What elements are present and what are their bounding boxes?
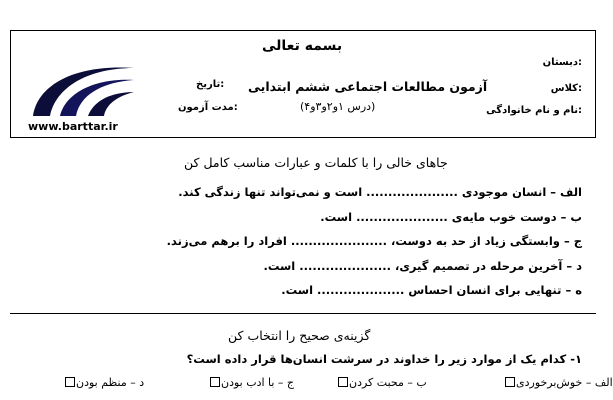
fill-item-he: ه – تنهایی برای انسان احساس .................... است. bbox=[281, 283, 582, 297]
option-be-label: ب – محبت کردن bbox=[349, 376, 427, 389]
section-divider bbox=[10, 313, 596, 314]
option-be[interactable] bbox=[337, 376, 427, 389]
barttar-logo bbox=[28, 58, 138, 120]
name-label: نام و نام خانوادگی: bbox=[486, 105, 582, 116]
section1-instruction: جاهای خالی را با کلمات و عبارات مناسب کامل کن bbox=[184, 155, 448, 170]
option-jim-checkbox[interactable] bbox=[210, 377, 220, 387]
option-dal-checkbox[interactable] bbox=[65, 377, 75, 387]
fill-item-jim: ج – وابستگی زیاد از حد به دوست، ...................... افراد را برهم می‌زند. bbox=[166, 234, 582, 248]
fill-item-be: ب – دوست خوب مایه‌ی ..................... است. bbox=[320, 210, 582, 224]
option-jim-label: ج – با ادب بودن bbox=[221, 376, 295, 389]
school-label: دبستان: bbox=[542, 57, 582, 68]
logo-swoosh-3 bbox=[88, 92, 134, 116]
option-dal-label: د – منظم بودن bbox=[76, 376, 145, 389]
option-dal[interactable] bbox=[64, 376, 144, 389]
duration-label: مدت آزمون: bbox=[178, 102, 238, 113]
date-label: تاریخ: bbox=[196, 79, 225, 90]
bismillah: بسمه تعالی bbox=[262, 38, 343, 54]
option-jim[interactable] bbox=[209, 376, 294, 389]
site-url: www.barttar.ir bbox=[28, 120, 118, 133]
exam-lessons: (درس ۱و۲و۳و۴) bbox=[300, 100, 376, 113]
exam-title: آزمون مطالعات اجتماعی ششم ابتدایی bbox=[248, 79, 488, 94]
section2-instruction: گزینه‌ی صحیح را انتخاب کن bbox=[228, 328, 371, 343]
fill-item-dal: د – آخرین مرحله در تصمیم گیری، ..................... است. bbox=[263, 259, 582, 273]
option-be-checkbox[interactable] bbox=[338, 377, 348, 387]
fill-item-alef: الف – انسان موجودی ..................... است و نمی‌تواند تنها زندگی کند. bbox=[178, 185, 582, 199]
option-alef[interactable] bbox=[504, 376, 613, 389]
option-alef-checkbox[interactable] bbox=[505, 377, 515, 387]
question-1: ۱- کدام یک از موارد زیر را خداوند در سرشت انسان‌ها قرار داده است؟ bbox=[186, 352, 582, 366]
option-alef-label: الف – خوش‌برخوردی bbox=[516, 376, 613, 389]
class-label: کلاس: bbox=[550, 83, 582, 94]
